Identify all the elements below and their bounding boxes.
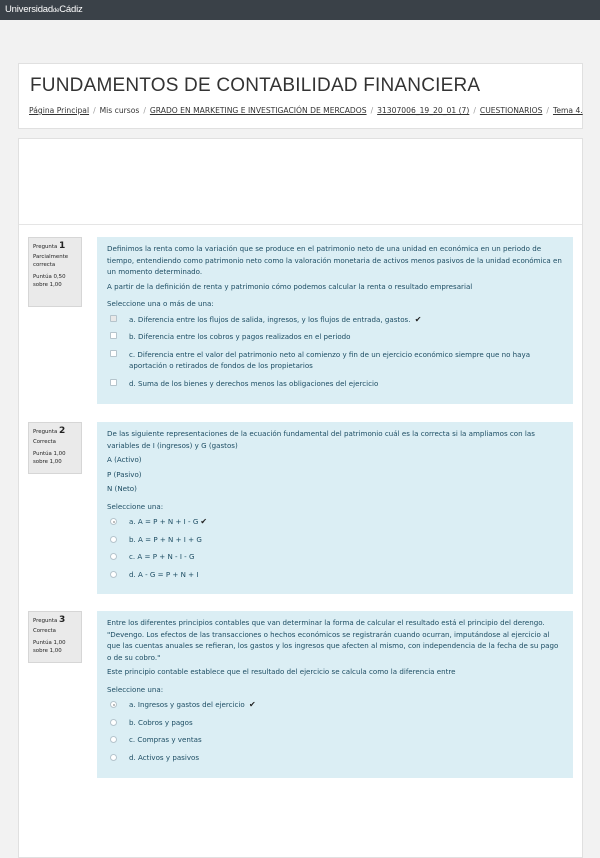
- answer-prompt: Seleccione una:: [107, 684, 164, 694]
- brand-pre: Universidad: [5, 4, 53, 15]
- radio-button[interactable]: [110, 571, 117, 578]
- answer-prompt: Seleccione una:: [107, 501, 164, 511]
- answer-option-d[interactable]: [107, 569, 563, 581]
- main-content: [18, 138, 583, 858]
- option-label: d. Suma de los bienes y derechos menos las obligaciones del ejercicio: [129, 378, 379, 388]
- option-label: a. A = P + N + I - G: [129, 517, 199, 526]
- question-content-2: [97, 422, 573, 594]
- breadcrumb-home[interactable]: Página Principal: [29, 106, 90, 115]
- answer-option-d[interactable]: [107, 378, 563, 390]
- answer-option-a[interactable]: [107, 699, 563, 711]
- answer-option-c[interactable]: [107, 734, 563, 746]
- checkbox[interactable]: [110, 350, 117, 357]
- question-text: P (Pasivo): [107, 469, 142, 479]
- question-state: Correcta: [33, 439, 56, 445]
- question-label: Pregunta: [33, 618, 58, 624]
- question-text: Entre los diferentes principios contables que van determinar la forma de calcular el resultado está el principio del derengo. "Devengo. Los efectos de las transacciones o hechos económicos se registrarán cuando ocurran, imputándose al ejercicio al que las cuentas anuales se refieran, los gastos y los ingresos que afecten al mismo, con independencia de la fecha de su pago o de su cobro.": [107, 618, 559, 662]
- question-grade: Puntúa 0,50 sobre 1,00: [33, 274, 66, 288]
- answer-option-b[interactable]: [107, 534, 563, 546]
- question-info-3: [28, 611, 82, 663]
- radio-button[interactable]: [110, 553, 117, 560]
- question-number: 3: [58, 615, 66, 625]
- breadcrumb-my-courses: Mis cursos: [99, 106, 140, 115]
- brand-de: de: [52, 8, 60, 14]
- question-number: 2: [58, 426, 66, 436]
- breadcrumb-quizzes[interactable]: CUESTIONARIOS: [479, 106, 543, 115]
- breadcrumb-topic[interactable]: Tema 4.: [552, 106, 583, 115]
- question-number: 1: [58, 241, 66, 251]
- breadcrumb: Página Principal / Mis cursos / GRADO EN MARKETING E INVESTIGACIÓN DE MERCADOS / 31307006_19_20_01 (7) / CUESTIONARIOS / Tema 4.: [29, 106, 583, 115]
- option-label: d. Activos y pasivos: [129, 752, 200, 762]
- option-label: c. A = P + N - I - G: [129, 552, 195, 561]
- top-navbar: [0, 0, 600, 20]
- answer-option-c[interactable]: [107, 551, 563, 563]
- option-label: b. Cobros y pagos: [129, 717, 193, 727]
- question-text: Este principio contable establece que el resultado del ejercicio se calcula como la diferencia entre: [107, 667, 456, 676]
- question-text: Definimos la renta como la variación que se produce en el patrimonio neto de una unidad en económica en un periodo de tiempo, entendiendo como patrimonio neto como la valoración monetaria de activos menos pasivos de la unidad económica en un momento determinado.: [107, 244, 562, 276]
- radio-button[interactable]: [110, 536, 117, 543]
- question-info-2: [28, 422, 82, 474]
- question-label: Pregunta: [33, 429, 58, 435]
- checkbox[interactable]: [110, 379, 117, 386]
- question-grade: Puntúa 1,00 sobre 1,00: [33, 451, 66, 465]
- question-label: Pregunta: [33, 244, 58, 250]
- question-text: A partir de la definición de renta y patrimonio cómo podemos calcular la renta o resultado empresarial: [107, 281, 473, 291]
- radio-button[interactable]: [110, 701, 117, 708]
- question-text: A (Activo): [107, 455, 142, 464]
- question-text: N (Neto): [107, 484, 137, 493]
- option-label: a. Diferencia entre los flujos de salida, ingresos, y los flujos de entrada, gastos.: [129, 314, 411, 324]
- page-header: [18, 63, 583, 129]
- question-state: Correcta: [33, 628, 56, 634]
- breadcrumb-degree[interactable]: GRADO EN MARKETING E INVESTIGACIÓN DE MERCADOS: [149, 106, 367, 115]
- answer-option-d[interactable]: [107, 752, 563, 764]
- divider: [19, 224, 582, 225]
- question-text: De las siguiente representaciones de la ecuación fundamental del patrimonio cuál es la correcta si la ampliamos con las variables de I (ingresos) y G (gastos): [107, 429, 535, 450]
- checkbox[interactable]: [110, 332, 117, 339]
- question-state: Parcialmente correcta: [33, 254, 69, 268]
- brand-post: Cádiz: [59, 4, 83, 15]
- course-title: FUNDAMENTOS DE CONTABILIDAD FINANCIERA: [30, 75, 481, 96]
- radio-button[interactable]: [110, 736, 117, 743]
- radio-button[interactable]: [110, 518, 117, 525]
- answer-option-c[interactable]: [107, 349, 563, 372]
- answer-option-b[interactable]: [107, 717, 563, 729]
- option-label: b. A = P + N + I + G: [129, 534, 202, 544]
- answer-option-a[interactable]: [107, 314, 563, 326]
- answer-option-a[interactable]: [107, 516, 563, 528]
- question-info-1: [28, 237, 82, 307]
- answer-prompt: Seleccione una o más de una:: [107, 299, 214, 308]
- option-label: d. A - G = P + N + I: [129, 569, 199, 579]
- radio-button[interactable]: [110, 754, 117, 761]
- option-label: b. Diferencia entre los cobros y pagos realizados en el periodo: [129, 332, 351, 341]
- question-content-3: [97, 611, 573, 778]
- question-content-1: [97, 237, 573, 404]
- breadcrumb-course[interactable]: 31307006_19_20_01 (7): [377, 106, 470, 115]
- correct-check-icon: ✔: [249, 700, 256, 709]
- radio-button[interactable]: [110, 719, 117, 726]
- university-logo[interactable]: [5, 4, 83, 15]
- option-label: c. Compras y ventas: [129, 735, 202, 744]
- correct-check-icon: ✔: [414, 314, 422, 324]
- question-grade: Puntúa 1,00 sobre 1,00: [33, 640, 66, 654]
- correct-check-icon: ✔: [200, 517, 208, 526]
- answer-option-b[interactable]: [107, 331, 563, 343]
- option-label: a. Ingresos y gastos del ejercicio: [129, 700, 245, 709]
- option-label: c. Diferencia entre el valor del patrimonio neto al comienzo y fin de un ejercicio económico siempre que no haya aportación o retirados de fondos de los propietarios: [129, 349, 531, 370]
- checkbox[interactable]: [110, 315, 117, 322]
